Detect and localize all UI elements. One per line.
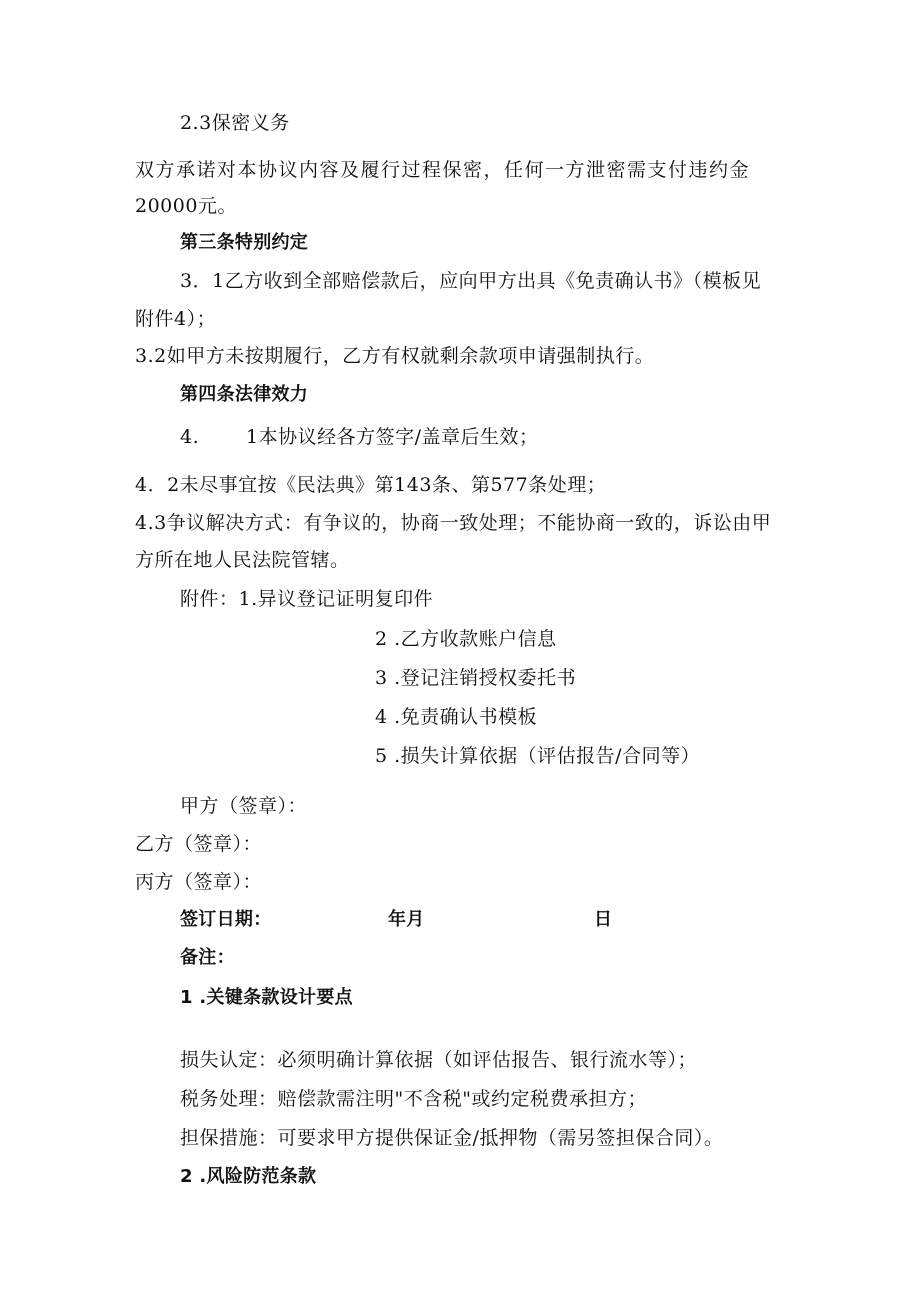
article-3-title: 第三条特别约定 [180, 232, 309, 253]
section-2-3-title: 2.3保密义务 [180, 112, 290, 134]
section-4-3-line1: 4.3争议解决方式：有争议的，协商一致处理；不能协商一致的，诉讼由甲 [135, 512, 772, 534]
party-b-signature: 乙方（签章）： [135, 833, 263, 855]
section-3-2: 3.2如甲方未按期履行，乙方有权就剩余款项申请强制执行。 [135, 345, 655, 367]
sign-date-label: 签订日期： [180, 909, 272, 930]
party-a-signature: 甲方（签章）： [180, 795, 308, 817]
section-2-3-body-line1: 双方承诺对本协议内容及履行过程保密，任何一方泄密需支付违约金 [135, 159, 751, 181]
remark-1-item-loss: 损失认定：必须明确计算依据（如评估报告、银行流水等）； [180, 1049, 698, 1071]
section-4-1-number: 4. [180, 426, 200, 448]
section-4-3-line2: 方所在地人民法院管辖。 [135, 549, 350, 571]
section-2-3-body-line2: 20000元。 [135, 195, 237, 217]
section-3-1-line2: 附件4）； [135, 308, 217, 330]
remark-1-item-guarantee: 担保措施：可要求甲方提供保证金/抵押物（需另签担保合同）。 [180, 1127, 724, 1149]
remark-2-title: 2 .风险防范条款 [180, 1166, 317, 1187]
party-c-signature: 丙方（签章）： [135, 871, 263, 893]
section-3-1-line1: 3．1乙方收到全部赔偿款后，应向甲方出具《免责确认书》（模板见 [180, 270, 762, 292]
sign-date-year-month: 年月 [388, 909, 425, 930]
remark-1-item-tax: 税务处理：赔偿款需注明"不含税"或约定税费承担方； [180, 1088, 647, 1110]
remark-1-title: 1 .关键条款设计要点 [180, 987, 353, 1008]
attachment-4: 4 .免责确认书模板 [375, 706, 538, 728]
section-4-2: 4．2未尽事宜按《民法典》第143条、第577条处理； [135, 474, 607, 496]
section-4-1-text: 1本协议经各方签字/盖章后生效； [246, 426, 539, 448]
attachment-3: 3 .登记注销授权委托书 [375, 667, 577, 689]
sign-date-day: 日 [594, 909, 613, 930]
attachment-2: 2 .乙方收款账户信息 [375, 628, 557, 650]
attachment-5: 5 .损失计算依据（评估报告/合同等） [375, 745, 701, 767]
attachment-1: 附件：1.异议登记证明复印件 [180, 588, 434, 610]
article-4-title: 第四条法律效力 [180, 384, 309, 405]
remarks-title: 备注： [180, 947, 235, 968]
